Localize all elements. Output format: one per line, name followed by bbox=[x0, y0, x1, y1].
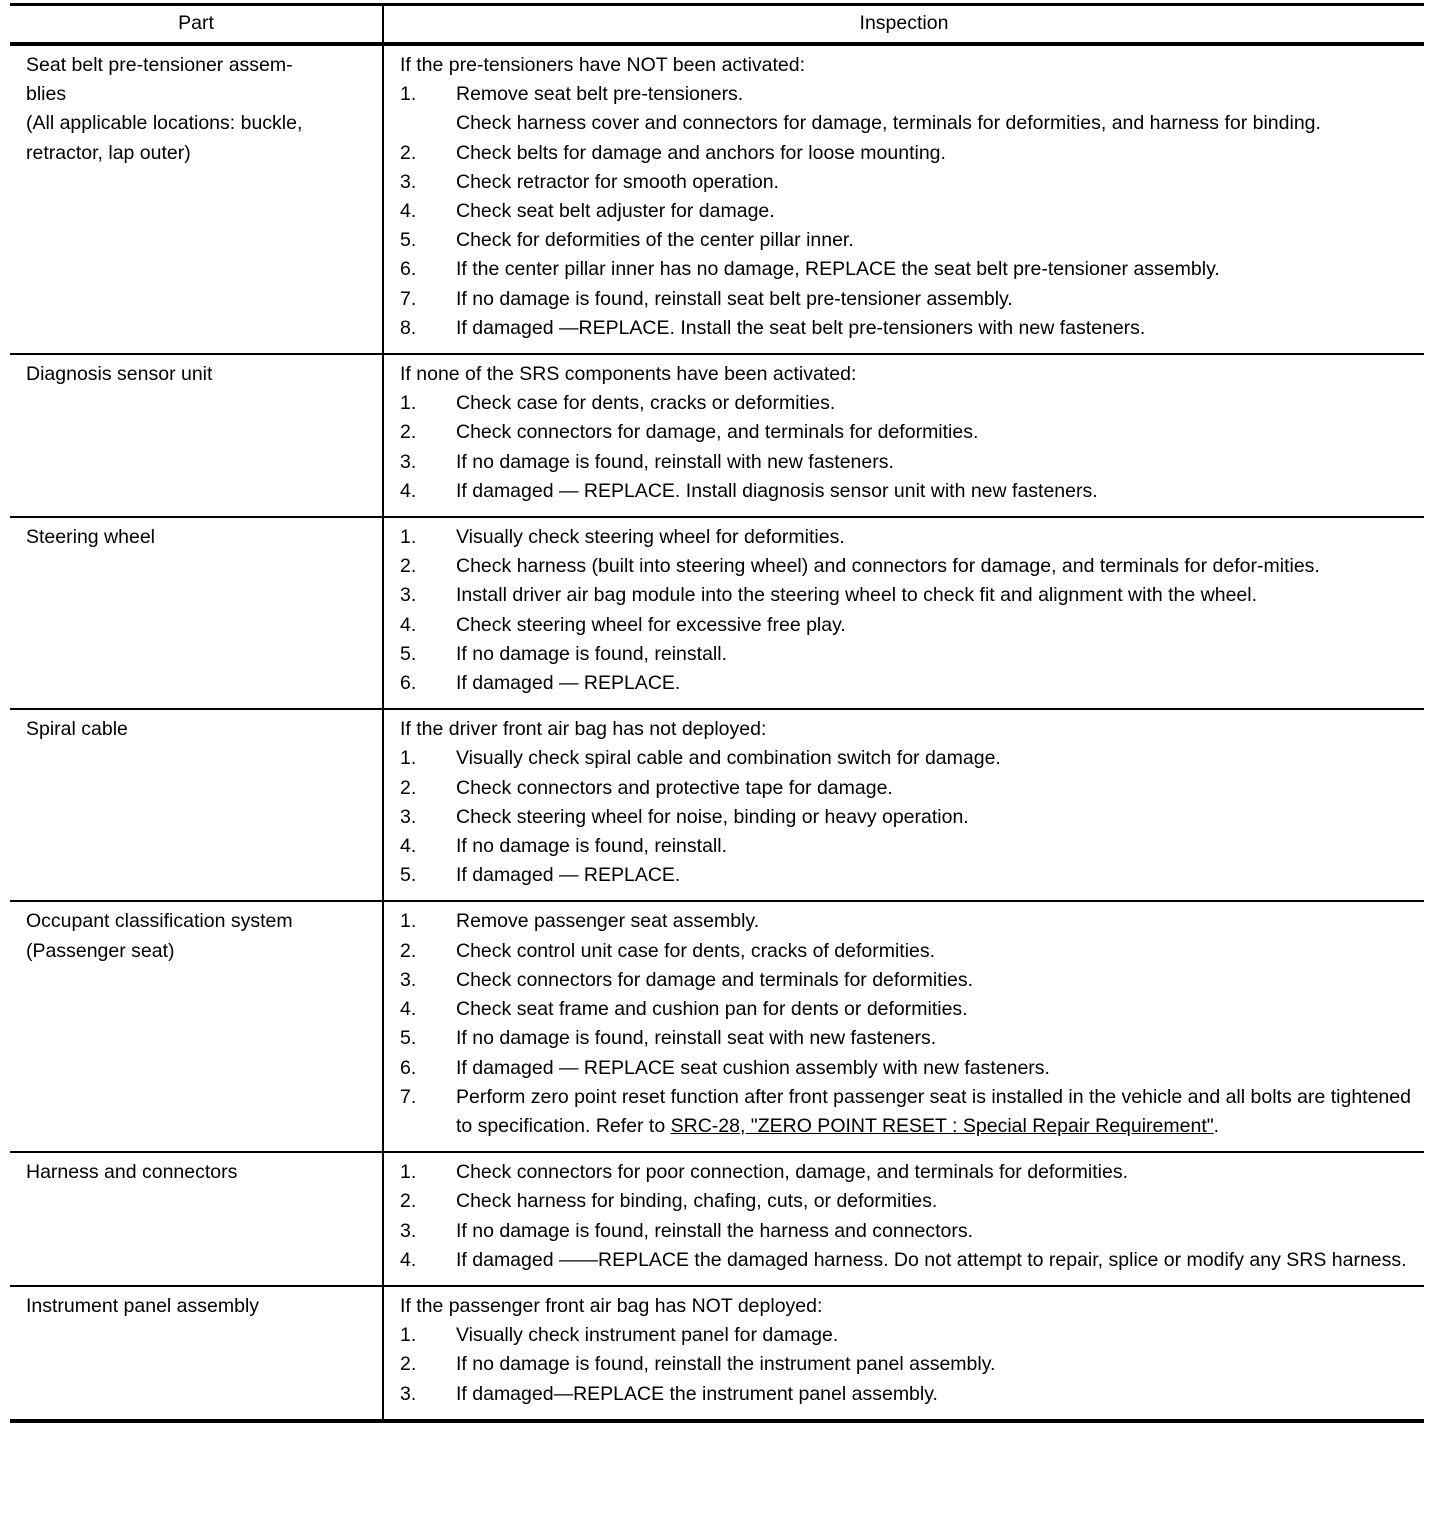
column-header-inspection: Inspection bbox=[383, 5, 1424, 45]
inspection-step bbox=[400, 523, 1420, 552]
inspection-steps bbox=[400, 1321, 1420, 1409]
part-name-line: blies bbox=[26, 83, 67, 106]
table-row bbox=[10, 517, 1424, 709]
inspection-steps bbox=[400, 80, 1420, 343]
part-name-line: Occupant classification system bbox=[26, 910, 293, 933]
inspection-cell bbox=[383, 1152, 1424, 1286]
step-text: Check steering wheel for excessive free play. bbox=[456, 613, 846, 636]
step-text-lead: Perform zero point reset function after front passenger seat is installed in the vehicle and all bolts are tightened to specification. Refer to bbox=[456, 1085, 1411, 1137]
step-number: 4. bbox=[400, 1248, 417, 1271]
reference-link[interactable]: SRC-28, "ZERO POINT RESET : Special Repair Requirement" bbox=[670, 1114, 1214, 1137]
inspection-step bbox=[400, 744, 1420, 773]
step-number: 6. bbox=[400, 1056, 417, 1079]
step-number: 4. bbox=[400, 998, 417, 1021]
inspection-cell bbox=[383, 1286, 1424, 1421]
inspection-step bbox=[400, 1380, 1420, 1409]
step-text: If no damage is found, reinstall seat belt pre-tensioner assembly. bbox=[456, 287, 1013, 310]
inspection-step bbox=[400, 418, 1420, 447]
inspection-step bbox=[400, 803, 1420, 832]
inspection-step bbox=[400, 995, 1420, 1024]
inspection-condition: If the passenger front air bag has NOT deployed: bbox=[400, 1294, 823, 1317]
step-number: 1. bbox=[400, 526, 417, 549]
table-row bbox=[10, 354, 1424, 517]
step-number: 5. bbox=[400, 229, 417, 252]
step-text: Visually check instrument panel for damage. bbox=[456, 1324, 839, 1347]
part-name-line: Seat belt pre-tensioner assem- bbox=[26, 54, 293, 76]
table-row bbox=[10, 709, 1424, 901]
step-number: 3. bbox=[400, 805, 417, 828]
step-number: 1. bbox=[400, 392, 417, 415]
step-text: If damaged — REPLACE. bbox=[456, 672, 681, 695]
inspection-step bbox=[400, 389, 1420, 418]
step-text: Check belts for damage and anchors for loose mounting. bbox=[456, 141, 946, 164]
inspection-cell bbox=[383, 709, 1424, 901]
part-cell bbox=[10, 354, 383, 517]
step-number: 4. bbox=[400, 479, 417, 502]
step-number: 3. bbox=[400, 968, 417, 991]
step-number: 5. bbox=[400, 642, 417, 665]
step-number: 2. bbox=[400, 555, 417, 578]
inspection-step bbox=[400, 552, 1420, 581]
inspection-steps bbox=[400, 523, 1420, 698]
step-number: 1. bbox=[400, 910, 417, 933]
part-name-line: (All applicable locations: buckle, bbox=[26, 112, 303, 135]
step-text: If no damage is found, reinstall. bbox=[456, 642, 727, 665]
part-cell bbox=[10, 44, 383, 354]
step-text: If no damage is found, reinstall. bbox=[456, 835, 727, 858]
inspection-step bbox=[400, 774, 1420, 803]
part-cell bbox=[10, 517, 383, 709]
inspection-step bbox=[400, 1024, 1420, 1053]
part-name-line: retractor, lap outer) bbox=[26, 141, 191, 164]
step-text: Check retractor for smooth operation. bbox=[456, 170, 779, 193]
step-text: Remove seat belt pre-tensioners. bbox=[456, 83, 744, 106]
inspection-steps bbox=[400, 907, 1420, 1141]
step-number: 3. bbox=[400, 450, 417, 473]
step-number: 2. bbox=[400, 1353, 417, 1376]
inspection-steps bbox=[400, 389, 1420, 506]
step-text: If the center pillar inner has no damage, REPLACE the seat belt pre-tensioner assembly. bbox=[456, 258, 1220, 281]
step-text: Check connectors for poor connection, damage, and terminals for deformities. bbox=[456, 1161, 1129, 1184]
inspection-step bbox=[400, 226, 1420, 255]
inspection-step bbox=[400, 1350, 1420, 1379]
step-text: If no damage is found, reinstall the harness and connectors. bbox=[456, 1219, 974, 1242]
step-number: 2. bbox=[400, 141, 417, 164]
step-number: 5. bbox=[400, 864, 417, 887]
step-number: 3. bbox=[400, 1382, 417, 1405]
step-number: 3. bbox=[400, 1219, 417, 1242]
inspection-cell bbox=[383, 901, 1424, 1152]
step-number bbox=[400, 109, 456, 138]
step-number: 6. bbox=[400, 258, 417, 281]
step-number: 8. bbox=[400, 316, 417, 339]
table-row bbox=[10, 44, 1424, 354]
table-row bbox=[10, 1152, 1424, 1286]
part-name-line: Steering wheel bbox=[26, 526, 155, 549]
table-row bbox=[10, 901, 1424, 1152]
inspection-step bbox=[400, 314, 1420, 343]
inspection-step bbox=[400, 1321, 1420, 1350]
part-name-line: Spiral cable bbox=[26, 718, 128, 741]
step-text: Check harness cover and connectors for damage, terminals for deformities, and harness for binding. bbox=[456, 112, 1321, 135]
inspection-step bbox=[400, 1054, 1420, 1083]
step-text: If damaged—REPLACE the instrument panel assembly. bbox=[456, 1382, 938, 1405]
part-cell bbox=[10, 1152, 383, 1286]
step-text: Check seat frame and cushion pan for dents or deformities. bbox=[456, 998, 968, 1021]
step-number: 2. bbox=[400, 421, 417, 444]
part-name-line: Diagnosis sensor unit bbox=[26, 363, 213, 386]
step-text: If damaged — REPLACE. bbox=[456, 864, 681, 887]
column-header-part: Part bbox=[10, 5, 383, 45]
step-number: 3. bbox=[400, 170, 417, 193]
table-body bbox=[10, 44, 1424, 1421]
part-name-line: (Passenger seat) bbox=[26, 939, 175, 962]
inspection-step bbox=[400, 255, 1420, 284]
inspection-cell bbox=[383, 44, 1424, 354]
inspection-step bbox=[400, 80, 1420, 109]
step-number: 1. bbox=[400, 83, 417, 106]
inspection-step bbox=[400, 640, 1420, 669]
inspection-step bbox=[400, 1158, 1420, 1187]
inspection-step bbox=[400, 168, 1420, 197]
step-text bbox=[456, 1083, 1420, 1141]
inspection-step bbox=[400, 581, 1420, 610]
step-number: 2. bbox=[400, 1190, 417, 1213]
step-number: 4. bbox=[400, 613, 417, 636]
inspection-step bbox=[400, 1083, 1420, 1141]
inspection-cell bbox=[383, 354, 1424, 517]
step-number: 2. bbox=[400, 939, 417, 962]
inspection-step bbox=[400, 139, 1420, 168]
step-number: 4. bbox=[400, 835, 417, 858]
step-text: If no damage is found, reinstall seat with new fasteners. bbox=[456, 1027, 937, 1050]
step-text: Install driver air bag module into the steering wheel to check fit and alignment with the wheel. bbox=[456, 584, 1258, 607]
step-text: Check connectors for damage, and terminals for deformities. bbox=[456, 421, 979, 444]
inspection-step bbox=[400, 669, 1420, 698]
step-number: 2. bbox=[400, 776, 417, 799]
inspection-step bbox=[400, 907, 1420, 936]
part-cell bbox=[10, 901, 383, 1152]
table-row bbox=[10, 1286, 1424, 1421]
inspection-step bbox=[400, 937, 1420, 966]
part-name-line: Harness and connectors bbox=[26, 1161, 238, 1184]
step-text: Visually check steering wheel for deformities. bbox=[456, 526, 845, 549]
inspection-step bbox=[400, 197, 1420, 226]
inspection-step bbox=[400, 1187, 1420, 1216]
inspection-step bbox=[400, 1246, 1420, 1275]
step-number: 5. bbox=[400, 1027, 417, 1050]
step-text: Check connectors and protective tape for damage. bbox=[456, 776, 893, 799]
step-text: If damaged — REPLACE. Install diagnosis sensor unit with new fasteners. bbox=[456, 479, 1098, 502]
step-text: If damaged —REPLACE. Install the seat belt pre-tensioners with new fasteners. bbox=[456, 316, 1146, 339]
step-text-tail: . bbox=[1213, 1114, 1220, 1137]
part-cell bbox=[10, 1286, 383, 1421]
step-number: 6. bbox=[400, 672, 417, 695]
inspection-step bbox=[400, 611, 1420, 640]
table-header-row bbox=[10, 5, 1424, 45]
inspection-step bbox=[400, 966, 1420, 995]
inspection-condition: If the driver front air bag has not deployed: bbox=[400, 718, 767, 741]
inspection-condition: If none of the SRS components have been activated: bbox=[400, 363, 857, 386]
step-text: Check harness for binding, chafing, cuts, or deformities. bbox=[456, 1190, 938, 1213]
inspection-step bbox=[400, 1217, 1420, 1246]
step-text: Check seat belt adjuster for damage. bbox=[456, 200, 775, 223]
inspection-cell bbox=[383, 517, 1424, 709]
step-text: Remove passenger seat assembly. bbox=[456, 910, 760, 933]
step-number: 1. bbox=[400, 747, 417, 770]
step-number: 3. bbox=[400, 584, 417, 607]
step-text: Check control unit case for dents, cracks of deformities. bbox=[456, 939, 936, 962]
inspection-table bbox=[10, 3, 1424, 1423]
step-text: Check steering wheel for noise, binding or heavy operation. bbox=[456, 805, 969, 828]
step-text: Check case for dents, cracks or deformities. bbox=[456, 392, 836, 415]
step-number: 7. bbox=[400, 287, 417, 310]
step-text: Visually check spiral cable and combination switch for damage. bbox=[456, 747, 1001, 770]
part-cell bbox=[10, 709, 383, 901]
inspection-step bbox=[400, 109, 1420, 138]
part-name-line: Instrument panel assembly bbox=[26, 1294, 260, 1317]
step-text: If no damage is found, reinstall with new fasteners. bbox=[456, 450, 894, 473]
step-text: Check connectors for damage and terminals for deformities. bbox=[456, 968, 973, 991]
step-text: If damaged ——REPLACE the damaged harness. Do not attempt to repair, splice or modify any SRS harness. bbox=[456, 1248, 1407, 1271]
step-number: 7. bbox=[400, 1085, 417, 1108]
step-text: If damaged — REPLACE seat cushion assembly with new fasteners. bbox=[456, 1056, 1050, 1079]
inspection-steps bbox=[400, 1158, 1420, 1275]
step-text: If no damage is found, reinstall the instrument panel assembly. bbox=[456, 1353, 996, 1376]
step-text: Check for deformities of the center pillar inner. bbox=[456, 229, 854, 252]
inspection-step bbox=[400, 477, 1420, 506]
inspection-steps bbox=[400, 744, 1420, 890]
step-number: 1. bbox=[400, 1161, 417, 1184]
step-text: Check harness (built into steering wheel) and connectors for damage, and terminals for defor-mities. bbox=[456, 555, 1320, 578]
step-number: 4. bbox=[400, 200, 417, 223]
inspection-condition: If the pre-tensioners have NOT been activated: bbox=[400, 54, 806, 76]
inspection-step bbox=[400, 832, 1420, 861]
inspection-step bbox=[400, 448, 1420, 477]
inspection-step bbox=[400, 861, 1420, 890]
step-number: 1. bbox=[400, 1324, 417, 1347]
inspection-step bbox=[400, 285, 1420, 314]
